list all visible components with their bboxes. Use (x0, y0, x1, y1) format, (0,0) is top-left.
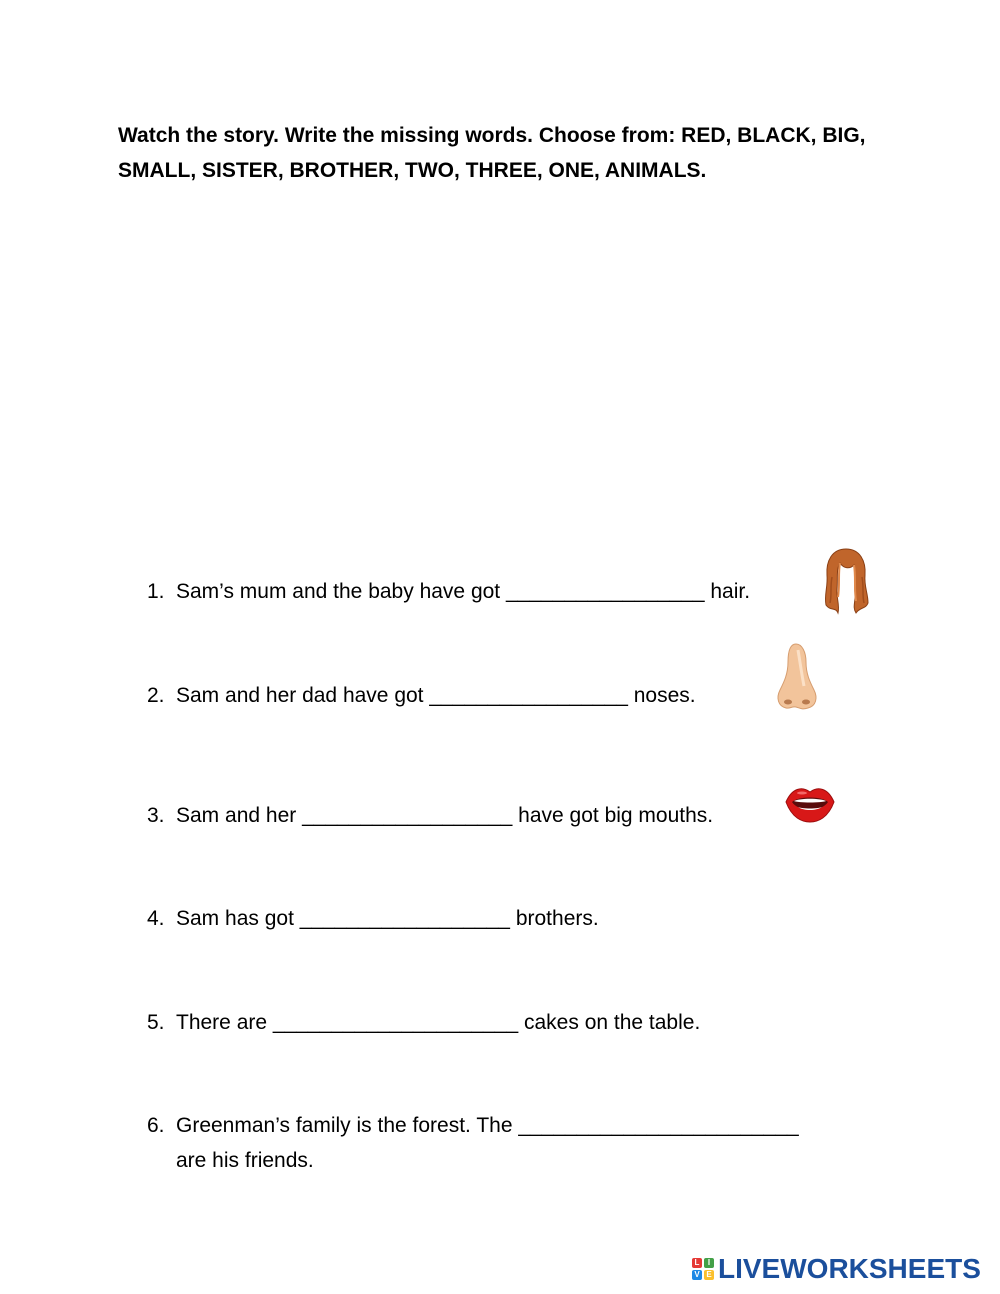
instructions: Watch the story. Write the missing words. Choose from: RED, BLACK, BIG, SMALL, SISTER, BROTHER, TWO, THREE, ONE, ANIMALS. (118, 124, 866, 182)
liveworksheets-logo (692, 1252, 981, 1286)
mouth-icon (784, 784, 836, 824)
answer-blank-6[interactable]: ________________________ (518, 1114, 799, 1137)
question-text-after: cakes on the table. (524, 1011, 701, 1034)
answer-blank-3[interactable]: __________________ (302, 804, 513, 827)
question-text (176, 1108, 886, 1178)
logo-text: LIVEWORKSHEETS (718, 1253, 981, 1284)
question-number: 4. (147, 907, 165, 930)
question-text-before: Greenman’s family is the forest. The (176, 1114, 513, 1137)
answer-blank-5[interactable]: _____________________ (272, 1011, 519, 1034)
question-text-before: There are (176, 1011, 268, 1034)
question-text (176, 901, 886, 936)
question-text (176, 574, 886, 609)
question-text-after: have got big mouths. (518, 804, 714, 827)
question-text-before: Sam has got (176, 907, 294, 930)
question-text-after: hair. (710, 580, 751, 603)
question-text-before: Sam and her (176, 804, 297, 827)
question-number: 1. (147, 580, 165, 603)
question-text-after: are his friends. (176, 1149, 314, 1172)
answer-blank-4[interactable]: __________________ (299, 907, 510, 930)
question-text-before: Sam’s mum and the baby have got (176, 580, 501, 603)
question-number: 2. (147, 684, 165, 707)
question-text (176, 1005, 886, 1040)
logo-badge-letter: L (692, 1258, 702, 1268)
logo-badge-letter: V (692, 1270, 702, 1280)
hair-icon (822, 547, 870, 615)
logo-badge-letter: I (704, 1258, 714, 1268)
answer-blank-2[interactable]: _________________ (429, 684, 628, 707)
question-text-before: Sam and her dad have got (176, 684, 424, 707)
question-text-after: noses. (633, 684, 696, 707)
answer-blank-1[interactable]: _________________ (505, 580, 705, 603)
question-text (176, 798, 886, 833)
question-number: 5. (147, 1011, 165, 1034)
nose-icon (774, 642, 820, 712)
question-number: 6. (147, 1114, 165, 1137)
logo-badge-letter: E (704, 1270, 714, 1280)
logo-badge (692, 1258, 714, 1280)
question-number: 3. (147, 804, 165, 827)
question-text-after: brothers. (515, 907, 599, 930)
